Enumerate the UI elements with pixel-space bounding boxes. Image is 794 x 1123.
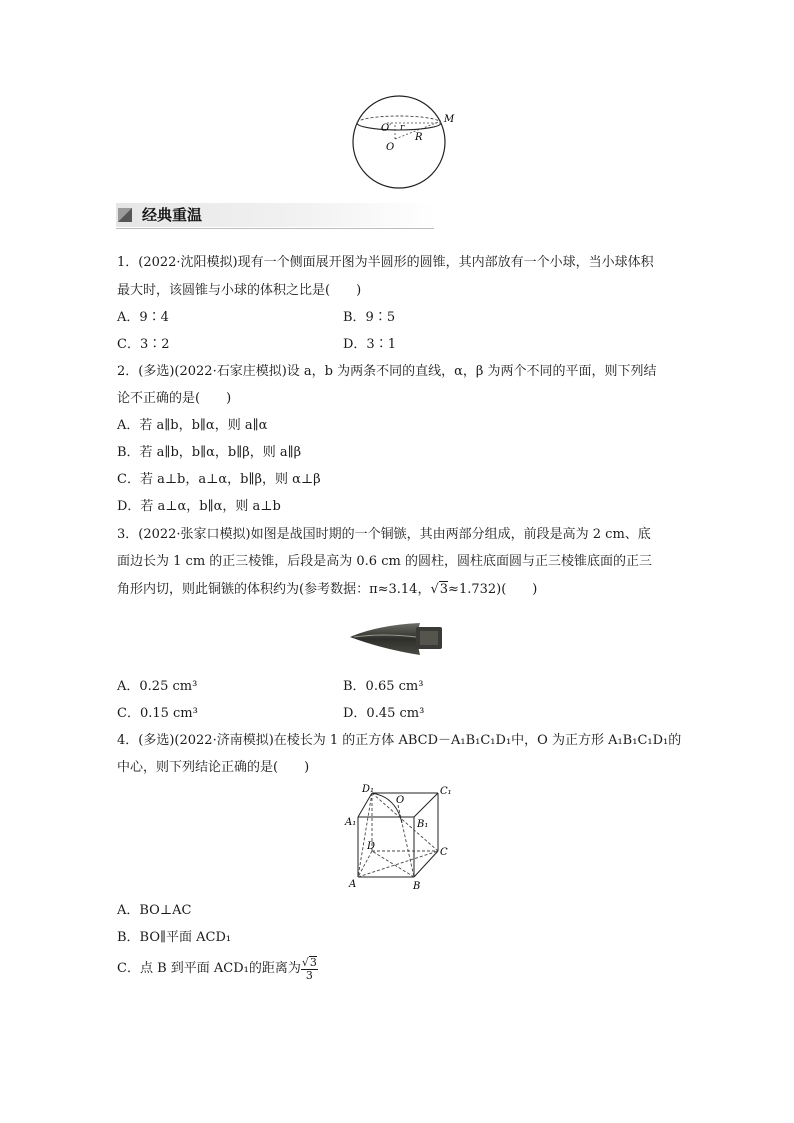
q2-option-a: A．若 a∥b，b∥α，则 a∥α [117,418,268,433]
fraction-numerator [301,956,318,970]
q2-option-c: C．若 a⊥b，a⊥α，b∥β，则 α⊥β [117,472,321,487]
fraction-sqrt-value: 3 [309,955,317,969]
cube-label-c: C [440,847,448,858]
cube-label-d1: D₁ [362,784,375,795]
cube-label-a1: A₁ [345,817,357,828]
q3-line3-pre: 角形内切，则此铜镞的体积约为(参考数据：π≈3.14， [117,582,431,597]
sqrt-symbol: √ [301,955,309,969]
q3-option-c: C．0.15 cm³ [117,706,198,721]
q3-option-b: B．0.65 cm³ [343,679,424,694]
section-marker-icon [118,208,132,222]
q2-line1: 2．(多选)(2022·石家庄模拟)设 a，b 为两条不同的直线，α，β 为两个不同的平面，则下列结 [117,364,657,379]
sqrt-symbol: √ [430,582,439,597]
cube-label-c1: C₁ [440,786,452,797]
label-big-r: R [415,132,423,143]
q3-option-a: A．0.25 cm³ [117,679,198,694]
q2-line2: 论不正确的是( ) [117,391,232,406]
q3-line2: 面边长为 1 cm 的正三棱锥，后段是高为 0.6 cm 的圆柱，圆柱底面圆与正三棱锥底面的正三 [117,554,652,569]
bronze-arrowhead-image [348,617,448,661]
label-o: O [386,142,395,153]
cube-figure [340,783,460,895]
fraction [301,956,318,982]
q3-line1: 3．(2022·张家口模拟)如图是战国时期的一个铜镞，其由两部分组成，前段是高为 2 cm、底 [117,527,651,542]
q1-line1: 1．(2022·沈阳模拟)现有一个侧面展开图为半圆形的圆锥，其内部放有一个小球，当小球体积 [117,255,654,270]
q1-option-b: B．9∶5 [343,310,396,325]
cube-label-a: A [349,879,357,890]
q3-line3-post: ≈1.732)( ) [448,582,538,597]
q1-option-d: D．3∶1 [343,337,396,352]
sphere-figure [340,95,460,195]
section-header [116,203,434,227]
q1-option-c: C．3∶2 [117,337,170,352]
q2-option-b: B．若 a∥b，b∥α，b∥β，则 a∥β [117,445,302,460]
q4-option-c-text: C．点 B 到平面 ACD₁的距离为 [117,961,301,976]
q3-sqrt-value: 3 [439,582,449,597]
q4-option-b: B．BO∥平面 ACD₁ [117,930,232,945]
q3-option-d: D．0.45 cm³ [343,706,425,721]
q1-option-a: A．9∶4 [117,310,169,325]
section-title: 经典重温 [142,206,203,224]
cube-label-b1: B₁ [417,819,429,830]
fraction-denominator: 3 [305,968,313,982]
q4-line2: 中心，则下列结论正确的是( ) [117,760,310,775]
header-divider [116,228,434,229]
label-o-prime: O′ [381,123,392,134]
cube-label-b: B [413,881,421,892]
label-r: r [400,123,405,133]
q2-option-d: D．若 a⊥α，b∥α，则 a⊥b [117,499,281,514]
cube-label-d: D [367,841,376,852]
q1-line2: 最大时，该圆锥与小球的体积之比是( ) [117,283,362,298]
q3-line3 [117,581,537,598]
cube-label-o: O [396,795,405,806]
q4-option-c [117,955,318,983]
q4-option-a: A．BO⊥AC [117,903,192,918]
q4-line1: 4．(多选)(2022·济南模拟)在棱长为 1 的正方体 ABCD－A₁B₁C₁D₁中，O 为正方形 A₁B₁C₁D₁的 [117,733,682,748]
label-m: M [444,114,455,125]
